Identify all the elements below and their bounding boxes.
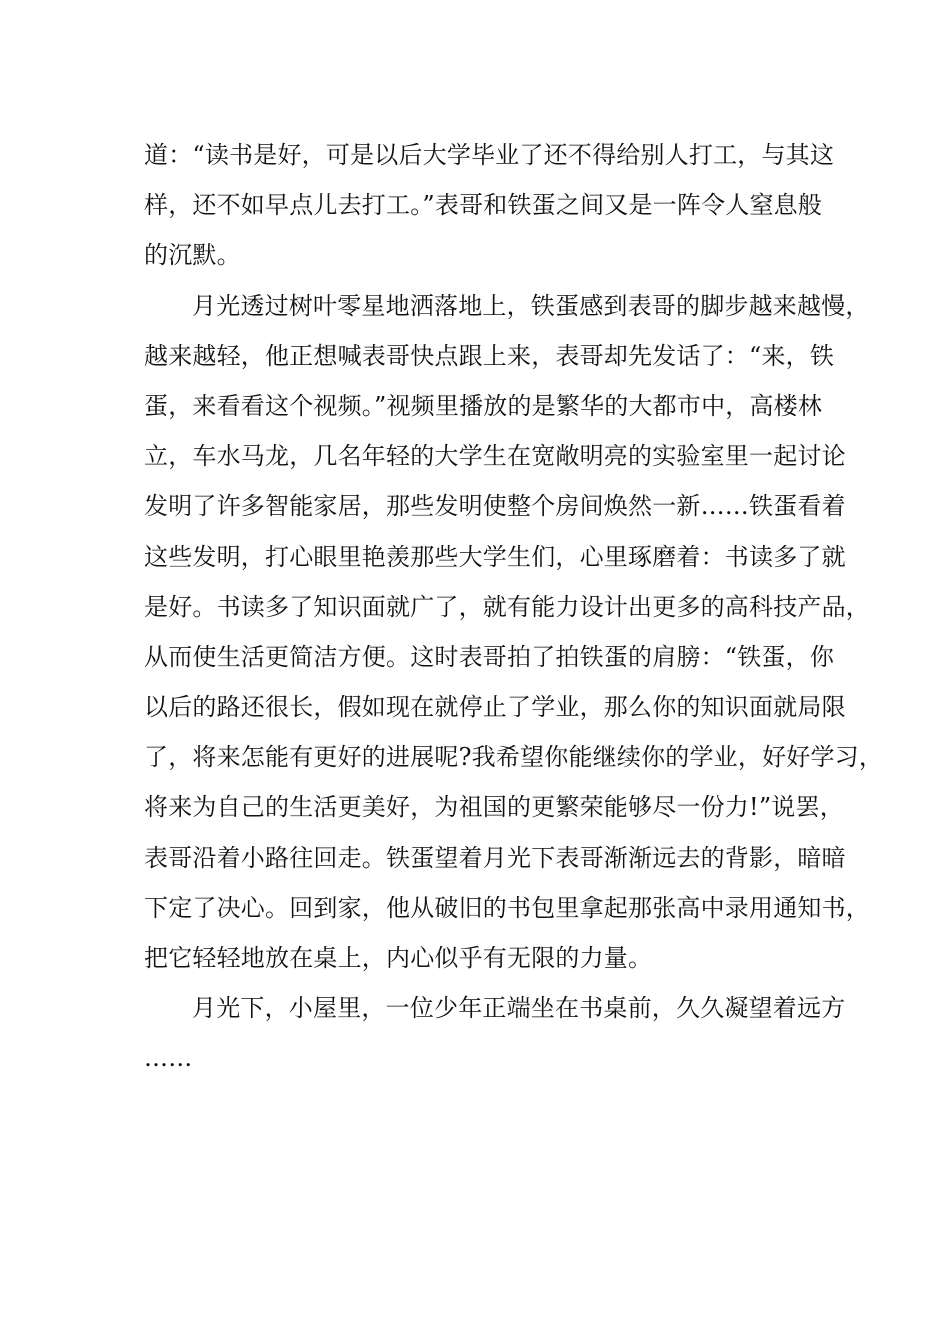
text-line: 是好。书读多了知识面就广了，就有能力设计出更多的高科技产品， <box>144 592 870 621</box>
text-line: 蛋，来看看这个视频。”视频里播放的是繁华的大都市中，高楼林 <box>144 391 823 420</box>
text-line: 了，将来怎能有更好的进展呢?我希望你能继续你的学业，好好学习， <box>144 743 884 772</box>
text-line: 道：“读书是好，可是以后大学毕业了还不得给别人打工，与其这 <box>144 141 835 169</box>
text-line: 这些发明，打心眼里艳羡那些大学生们，心里琢磨着：书读多了就 <box>144 542 846 571</box>
text-line: 发明了许多智能家居，那些发明使整个房间焕然一新……铁蛋看着 <box>144 492 846 521</box>
text-line: 立，车水马龙，几名年轻的大学生在宽敞明亮的实验室里一起讨论 <box>144 442 846 471</box>
paragraph <box>144 983 846 1083</box>
paragraph <box>144 281 884 984</box>
text-line: 以后的路还很长，假如现在就停止了学业，那么你的知识面就局限 <box>144 693 846 722</box>
body-text <box>144 130 884 1084</box>
text-line: 月光下，小屋里，一位少年正端坐在书桌前，久久凝望着远方 <box>192 994 846 1023</box>
text-line: 的沉默。 <box>144 241 241 270</box>
text-line: 将来为自己的生活更美好，为祖国的更繁荣能够尽一份力!”说罢， <box>144 793 844 822</box>
text-line: …… <box>144 1044 193 1073</box>
text-line: 月光透过树叶零星地洒落地上，铁蛋感到表哥的脚步越来越慢， <box>192 291 870 320</box>
text-line: 表哥沿着小路往回走。铁蛋望着月光下表哥渐渐远去的背影，暗暗 <box>144 843 846 872</box>
text-line: 从而使生活更简洁方便。这时表哥拍了拍铁蛋的肩膀：“铁蛋，你 <box>144 642 835 671</box>
text-line: 样，还不如早点儿去打工。”表哥和铁蛋之间又是一阵令人窒息般 <box>144 191 823 220</box>
paragraph <box>144 130 835 281</box>
text-line: 下定了决心。回到家，他从破旧的书包里拿起那张高中录用通知书， <box>144 893 870 922</box>
text-line: 越来越轻，他正想喊表哥快点跟上来，表哥却先发话了：“来，铁 <box>144 341 835 370</box>
text-line: 把它轻轻地放在桌上，内心似乎有无限的力量。 <box>144 944 653 972</box>
